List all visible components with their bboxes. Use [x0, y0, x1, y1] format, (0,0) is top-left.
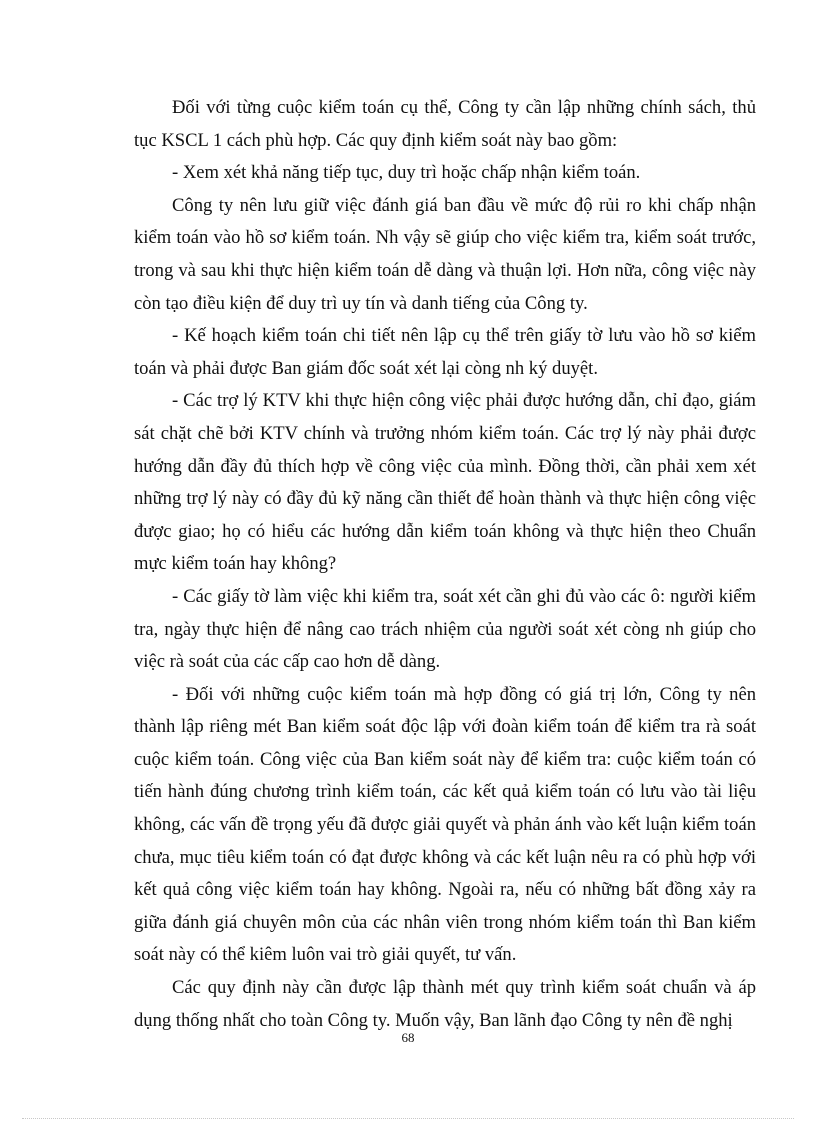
paragraph-standard-procedure: Các quy định này cần được lập thành mét quy trình kiểm soát chuẩn và áp dụng thống nhất cho toàn Công ty. Muốn vậy, Ban lãnh đạo Công ty nên đề nghị — [134, 977, 756, 1031]
paragraph-bullet-working-papers: - Các giấy tờ làm việc khi kiểm tra, soát xét cần ghi đủ vào các ô: người kiểm tra, ngày thực hiện để nâng cao trách nhiệm của người soát xét còng nh giúp cho việc rà soát của các cấp cao hơn dễ dàng. — [134, 585, 756, 673]
paragraph-bullet-control-board: - Đối với những cuộc kiểm toán mà hợp đồng có giá trị lớn, Công ty nên thành lập riêng mét Ban kiểm soát độc lập với đoàn kiểm toán để kiểm tra rà soát cuộc kiểm toán. Công việc của Ban kiểm soát này để kiểm tra: cuộc kiểm toán có tiến hành đúng chương trình kiểm toán, các kết quả kiểm toán có lưu vào tài liệu không, các vấn đề trọng yếu đã được giải quyết và phản ánh vào kết luận kiểm toán chưa, mục tiêu kiểm toán có đạt được không và các kết luận nêu ra có phù hợp với kết quả công việc kiểm toán hay không. Ngoài ra, nếu có những bất đồng xảy ra giữa đánh giá chuyên môn của các nhân viên trong nhóm kiểm toán thì Ban kiểm soát này có thể kiêm luôn vai trò giải quyết, tư vấn. — [134, 683, 756, 966]
paragraph-bullet-assistants: - Các trợ lý KTV khi thực hiện công việc phải được hướng dẫn, chỉ đạo, giám sát chặt chẽ bởi KTV chính và trưởng nhóm kiểm toán. Các trợ lý này phải được hướng dẫn đầy đủ thích hợp về công việc của mình. Đồng thời, cần phải xem xét những trợ lý này có đầy đủ kỹ năng cần thiết để hoàn thành và thực hiện công việc được giao; họ có hiểu các hướng dẫn kiểm toán không và thực hiện theo Chuẩn mực kiểm toán hay không? — [134, 390, 756, 575]
paragraph-risk-assessment: Công ty nên lưu giữ việc đánh giá ban đầu về mức độ rủi ro khi chấp nhận kiểm toán vào hồ sơ kiểm toán. Nh vậy sẽ giúp cho việc kiểm tra, kiểm soát trước, trong và sau khi thực hiện kiểm toán dễ dàng và thuận lợi. Hơn nữa, công việc này còn tạo điều kiện để duy trì uy tín và danh tiếng của Công ty. — [134, 194, 756, 314]
paragraph-intro: Đối với từng cuộc kiểm toán cụ thể, Công ty cần lập những chính sách, thủ tục KSCL 1 cách phù hợp. Các quy định kiểm soát này bao gồm: — [134, 97, 756, 151]
page-bottom-divider — [22, 1118, 794, 1119]
page-number: 68 — [401, 1030, 415, 1045]
page-body — [134, 92, 756, 1037]
paragraph-bullet-audit-plan: - Kế hoạch kiểm toán chi tiết nên lập cụ thể trên giấy tờ lưu vào hồ sơ kiểm toán và phải được Ban giám đốc soát xét lại còng nh ký duyệt. — [134, 325, 756, 379]
paragraph-bullet-acceptance: - Xem xét khả năng tiếp tục, duy trì hoặc chấp nhận kiểm toán. — [172, 162, 641, 184]
